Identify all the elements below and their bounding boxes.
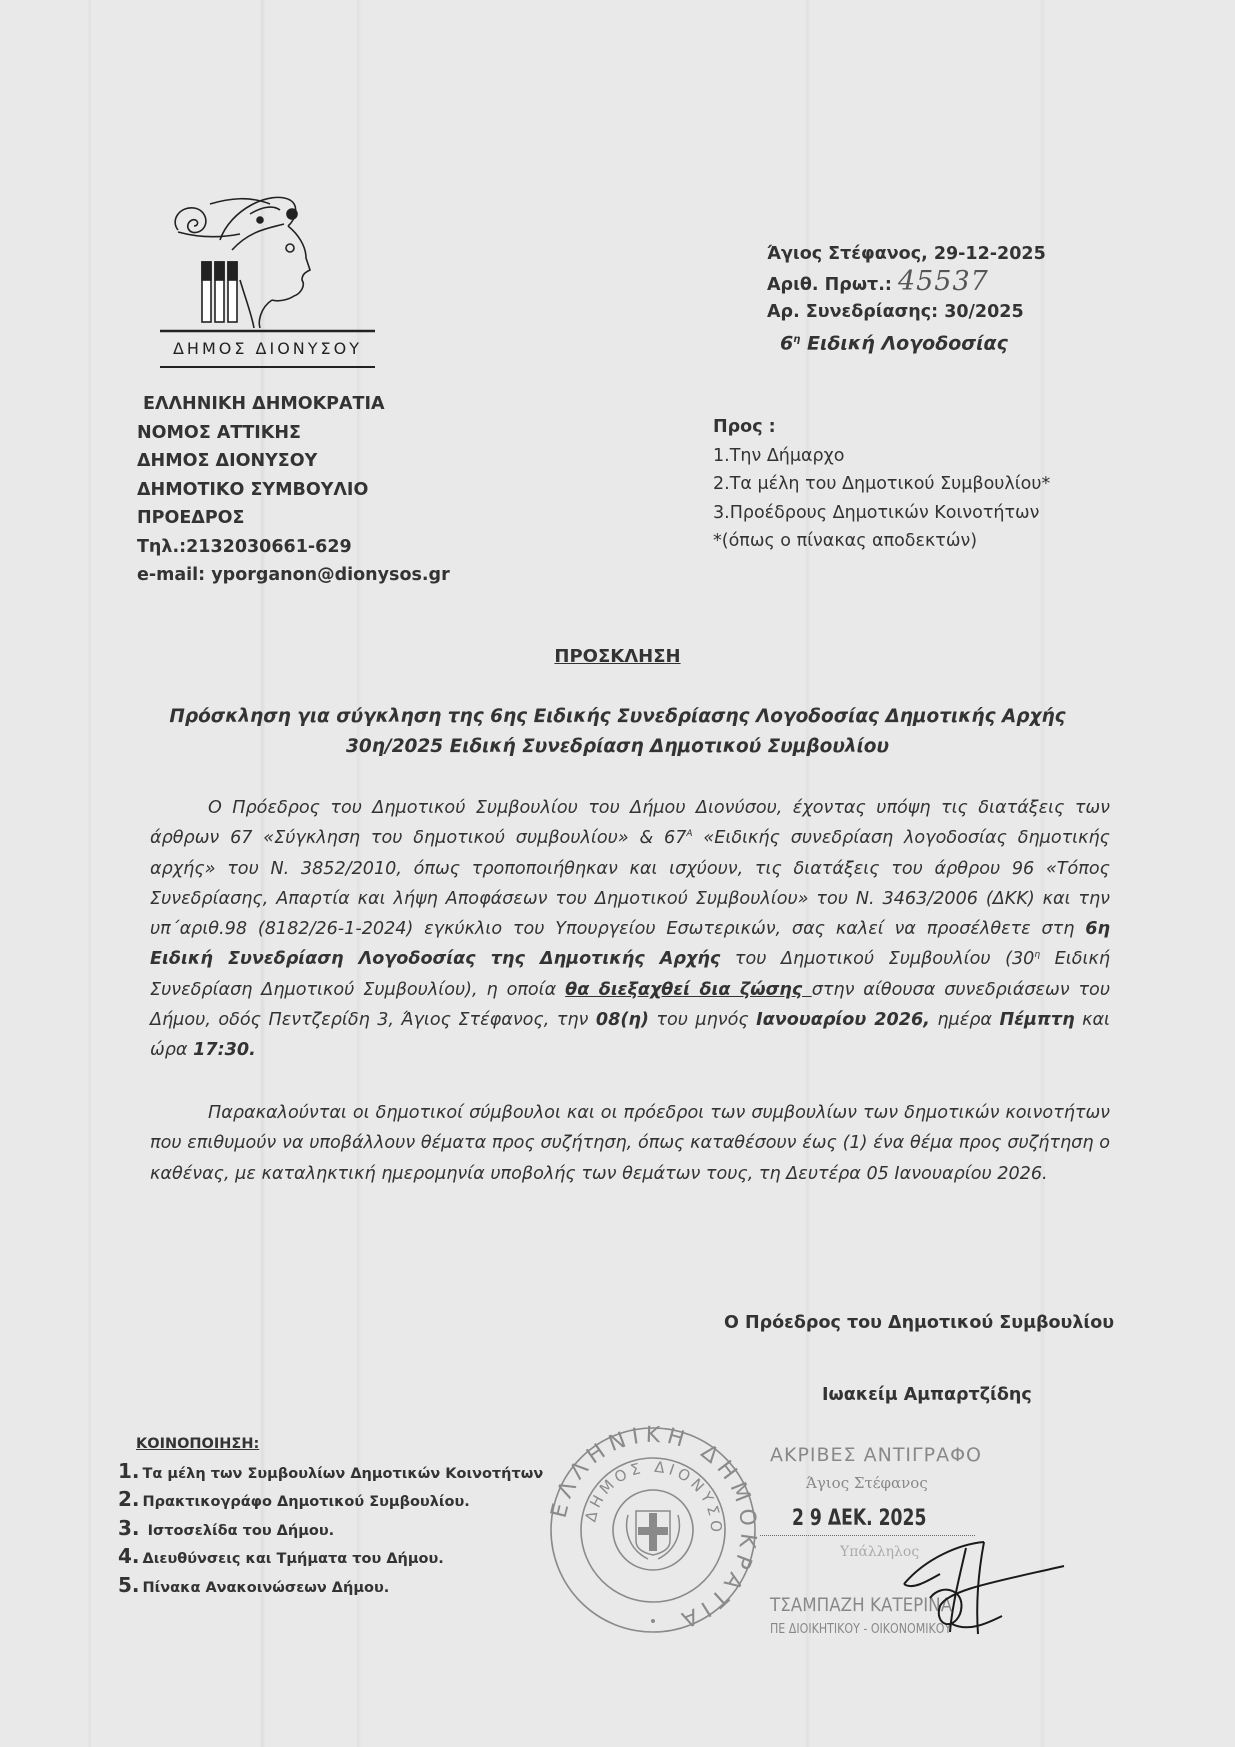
sender-line: ΠΡΟΕΔΡΟΣ <box>137 508 245 528</box>
bold-day: 08(η) <box>595 1010 649 1031</box>
logo-underline <box>160 366 375 368</box>
text-run: του μηνός <box>648 1010 757 1031</box>
text-run: του Δημοτικού Συμβουλίου (30 <box>720 949 1035 970</box>
subject-line-1: Πρόσκληση για σύγκληση της 6ης Ειδικής Συνεδρίασης Λογοδοσίας Δημοτικής Αρχής <box>169 706 1066 727</box>
item-number: 3. <box>118 1515 140 1540</box>
municipality-logo <box>160 190 375 375</box>
signatory-role: Ο Πρόεδρος του Δημοτικού Συμβουλίου <box>724 1313 1115 1333</box>
place-date: Άγιος Στέφανος, 29-12-2025 <box>767 244 1046 264</box>
bold-time: 17:30. <box>193 1040 256 1061</box>
session-type-sup: η <box>793 334 801 345</box>
notification-item <box>118 1544 543 1573</box>
protocol-line <box>767 268 1046 299</box>
bold-month-year: Ιανουαρίου 2026, <box>756 1010 930 1031</box>
text-run: ημέρα <box>929 1010 1000 1031</box>
document-subject <box>0 702 1235 762</box>
stamp-official-name: ΤΣΑΜΠΑΖΗ ΚΑΤΕΡΙΝΑ <box>770 1594 953 1616</box>
text-run: Ειδική Συνεδρίαση Δημοτικού Συμβουλίου), η οποία <box>150 949 1110 1000</box>
item-text: Πίνακα Ανακοινώσεων Δήμου. <box>142 1579 390 1596</box>
recipient-item: 1.Την Δήμαρχο <box>713 445 845 466</box>
seal-outer-text: ΕΛΛΗΝΙΚΗ ΔΗΜΟΚΡΑΤΙΑ <box>548 1425 758 1634</box>
item-number: 4. <box>118 1544 140 1568</box>
stamp-date: 2 9 ΔΕΚ. 2025 <box>792 1506 927 1531</box>
stamp-title: ΑΚΡΙΒΕΣ ΑΝΤΙΓΡΑΦΟ <box>770 1444 982 1466</box>
recipient-item: 3.Προέδρους Δημοτικών Κοινοτήτων <box>713 502 1040 523</box>
item-text: Τα μέλη των Συμβουλίων Δημοτικών Κοινοτήτων <box>142 1465 544 1482</box>
seal-star-icon <box>651 1619 655 1623</box>
stamp-role: Υπάλληλος <box>840 1544 920 1560</box>
text-run: και ώρα <box>150 1010 1110 1061</box>
protocol-number-handwritten: 45537 <box>897 266 989 297</box>
text-sup: Α <box>686 829 693 840</box>
coat-of-arms-icon <box>627 1511 680 1559</box>
text-run: «Ειδικής συνεδρίαση λογοδοσίας δημοτικής αρχής» του Ν. 3852/2010, όπως τροποποιήθηκαν και ισχύουν, τις διατάξεις του άρθρου 96 «Τόπος Συνεδρίασης, Απαρτία και λήψη Αποφάσεων του Δημοτικού Συμβουλίου» του Ν. 3463/2006 (ΔΚΚ) και την υπ΄αριθ.98 (8182/26-1-2024) εγκύκλιο του Υπουργείου Εσωτερικών, σας καλεί να προσέλθετε στη <box>150 828 1110 940</box>
body-paragraph-2 <box>150 1098 1110 1189</box>
sender-line: ΕΛΛΗΝΙΚΗ ΔΗΜΟΚΡΑΤΙΑ <box>143 394 385 414</box>
municipal-seal <box>548 1425 758 1635</box>
protocol-label: Αριθ. Πρωτ.: <box>767 275 892 295</box>
notification-item <box>118 1487 543 1516</box>
item-number: 1. <box>118 1458 140 1483</box>
signatory-name: Ιωακείμ Αμπαρτζίδης <box>822 1385 1032 1405</box>
notification-item <box>118 1459 543 1488</box>
dionysus-head-logo-icon <box>160 190 375 336</box>
notification-item <box>118 1516 543 1545</box>
stamp-place: Άγιος Στέφανος <box>806 1474 928 1492</box>
underlined-in-person: θα διεξαχθεί δια ζώσης <box>565 979 812 1000</box>
certified-copy-stamp <box>770 1443 1110 1653</box>
seal-inner-text: ΔΗΜΟΣ ΔΙΟΝΥΣΟ <box>581 1457 726 1537</box>
session-type-text: Ειδική Λογοδοσίας <box>800 332 1008 355</box>
recipients-block <box>713 413 1050 556</box>
recipient-note: *(όπως ο πίνακας αποδεκτών) <box>713 531 978 551</box>
text-sup: η <box>1034 950 1041 961</box>
notification-list <box>118 1432 543 1601</box>
bold-session-name: 6η Ειδική Συνεδρίαση Λογοδοσίας της Δημοτικής Αρχής <box>150 919 1110 970</box>
item-number: 5. <box>118 1572 140 1597</box>
stamp-official-title: ΠΕ ΔΙΟΙΚΗΤΙΚΟΥ - ΟΙΚΟΝΟΜΙΚΟΥ <box>770 1622 952 1637</box>
round-seal-icon <box>548 1425 758 1635</box>
item-text: Ιστοσελίδα του Δήμου. <box>142 1522 335 1539</box>
sender-phone: Τηλ.:2132030661-629 <box>137 536 352 557</box>
notification-title: ΚΟΙΝΟΠΟΙΗΣΗ: <box>136 1436 260 1452</box>
sender-line: ΝΟΜΟΣ ΑΤΤΙΚΗΣ <box>137 422 301 443</box>
sender-email[interactable]: e-mail: yporganon@dionysos.gr <box>137 565 450 585</box>
document-title: ΠΡΟΣΚΛΗΣΗ <box>554 646 681 667</box>
recipients-title: Προς : <box>713 417 776 437</box>
sender-line: ΔΗΜΟΤΙΚΟ ΣΥΜΒΟΥΛΙΟ <box>137 479 369 500</box>
body-paragraph-1 <box>150 793 1110 1066</box>
session-type <box>767 326 1046 357</box>
sender-block <box>137 390 450 590</box>
subject-line-2: 30η/2025 Ειδική Συνεδρίαση Δημοτικού Συμβουλίου <box>346 736 889 757</box>
session-type-ordinal: 6 <box>780 332 794 355</box>
sender-line: ΔΗΜΟΣ ΔΙΟΝΥΣΟΥ <box>137 451 318 471</box>
text-run: Ο Πρόεδρος του Δημοτικού Συμβουλίου του Δήμου Διονύσου, έχοντας υπόψη τις διατάξεις των άρθρων 67 «Σύγκληση του δημοτικού συμβουλίου» & 67 <box>150 798 1110 849</box>
item-text: Πρακτικογράφο Δημοτικού Συμβουλίου. <box>142 1494 470 1510</box>
stamp-dotted-line <box>760 1535 975 1536</box>
session-number: Αρ. Συνεδρίασης: 30/2025 <box>767 302 1024 322</box>
item-number: 2. <box>118 1487 140 1511</box>
notification-item <box>118 1573 543 1602</box>
text-run: στην αίθουσα συνεδριάσεων του Δήμου, οδός Πεντζερίδη 3, Άγιος Στέφανος, την <box>150 979 1110 1031</box>
bold-weekday: Πέμπτη <box>999 1010 1075 1031</box>
item-text: Διευθύνσεις και Τμήματα του Δήμου. <box>142 1551 444 1567</box>
text-run: Παρακαλούνται οι δημοτικοί σύμβουλοι και οι πρόεδροι των συμβουλίων των δημοτικών κοινοτήτων που επιθυμούν να υποβάλλουν θέματα προς συζήτηση, όπως καταθέσουν έως (1) ένα θέμα προς συζήτηση ο καθένας, με καταληκτική ημερομηνία υποβολής των θεμάτων τους, τη Δευτέρα 05 Ιανουαρίου 2026. <box>150 1103 1110 1184</box>
document-header-info <box>767 241 1046 357</box>
logo-text: ΔΗΜΟΣ ΔΙΟΝΥΣΟΥ <box>172 339 363 358</box>
recipient-item: 2.Τα μέλη του Δημοτικού Συμβουλίου* <box>713 474 1051 494</box>
